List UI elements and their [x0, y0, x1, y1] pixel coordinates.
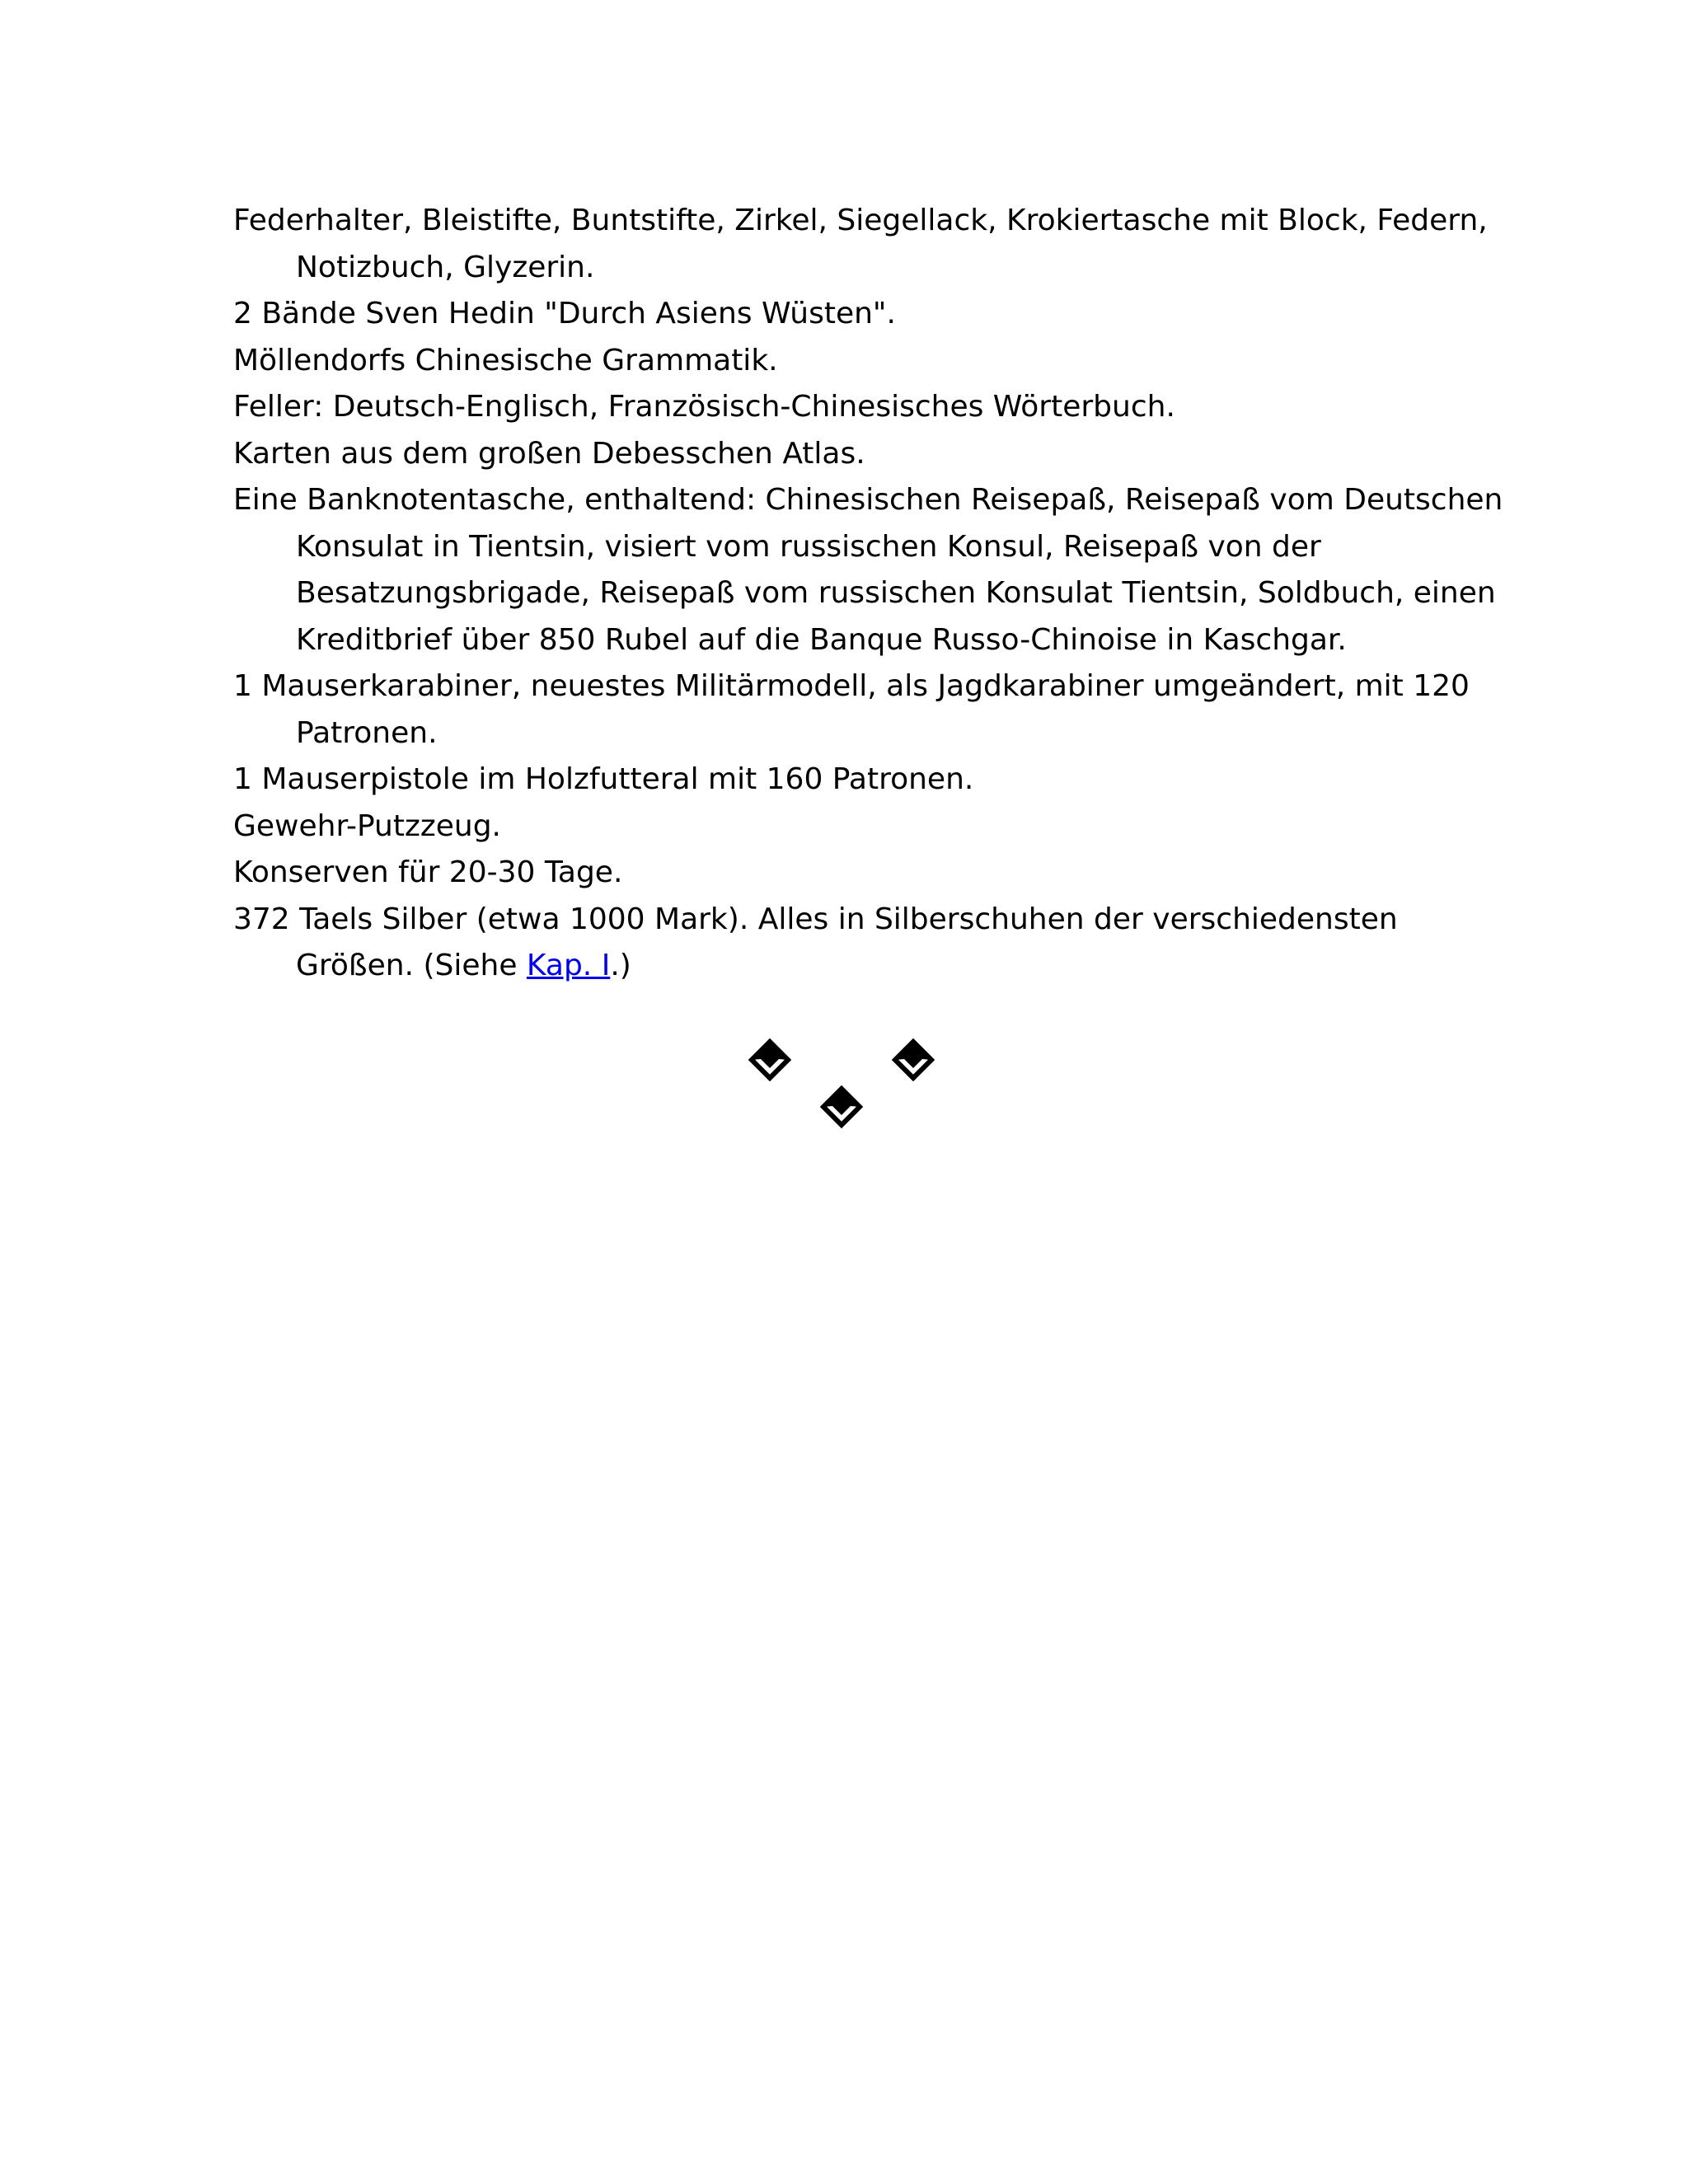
list-item: Eine Banknotentasche, enthaltend: Chinesischen Reisepaß, Reisepaß vom Deutschen Konsulat in Tientsin, visiert vom russischen Konsul, Reisepaß von der Besatzungsbrigade, Reisepaß vom russischen Konsulat Tientsin, Soldbuch, einen Kreditbrief über 850 Rubel auf die Banque Russo-Chinoise in Kaschgar.	[233, 483, 1503, 657]
list-item-last	[233, 897, 1519, 990]
list-item-text-end: .)	[610, 949, 631, 982]
list-item: 2 Bände Sven Hedin "Durch Asiens Wüsten".	[233, 297, 896, 330]
list-item: Karten aus dem großen Debesschen Atlas.	[233, 436, 865, 471]
list-item: Feller: Deutsch-Englisch, Französisch-Chinesisches Wörterbuch.	[233, 390, 1175, 424]
list-item-text: 372 Taels Silber (etwa 1000 Mark). Alles in Silberschuhen der verschiedensten Größen. (Siehe	[233, 902, 1398, 982]
document-body	[233, 198, 1519, 990]
list-item: Konserven für 20-30 Tage.	[233, 855, 623, 889]
diamond-left-icon	[752, 1042, 788, 1078]
list-item: 1 Mauserkarabiner, neuestes Militärmodell, als Jagdkarabiner umgeändert, mit 120 Patronen.	[233, 669, 1470, 750]
list-item: 1 Mauserpistole im Holzfutteral mit 160 Patronen.	[233, 762, 974, 796]
list-item: Federhalter, Bleistifte, Buntstifte, Zirkel, Siegellack, Krokiertasche mit Block, Federn, Notizbuch, Glyzerin.	[233, 204, 1488, 284]
diamond-right-icon	[895, 1042, 931, 1078]
chapter-link[interactable]: Kap. I	[526, 949, 611, 982]
list-item: Möllendorfs Chinesische Grammatik.	[233, 343, 778, 377]
diamond-bottom-icon	[823, 1089, 860, 1125]
list-item: Gewehr-Putzzeug.	[233, 808, 502, 843]
